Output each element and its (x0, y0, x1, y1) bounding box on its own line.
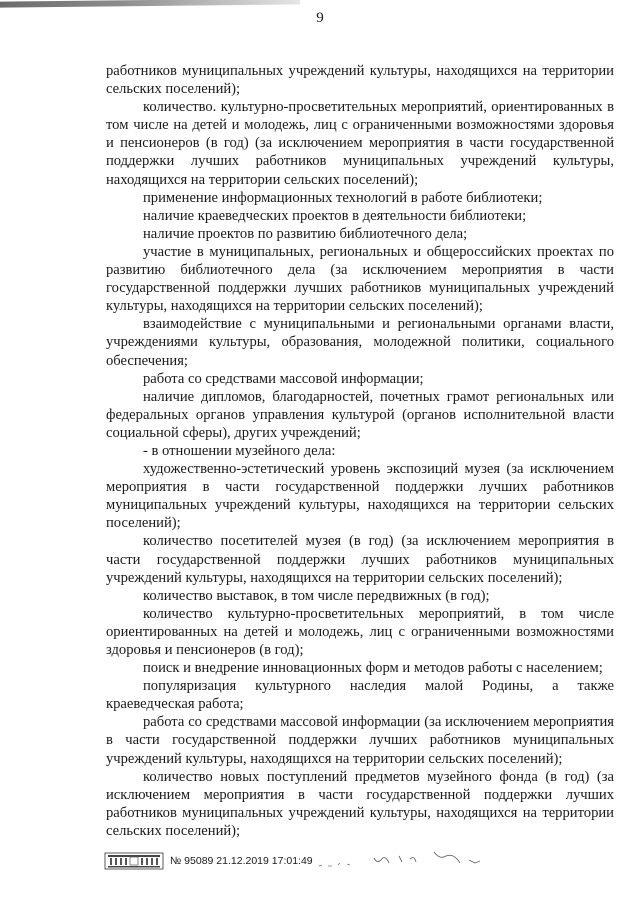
paragraph: количество новых поступлений предметов музейного фонда (в год) (за исключением мероприятия в части государственной поддержки лучших работников муниципальных учреждений культуры, находящихся на территории сельских поселений); (106, 768, 614, 839)
paragraph: работа со средствами массовой информации (за исключением мероприятия в части государственной поддержки лучших работников муниципальных учреждений культуры, находящихся на территории сельских поселений); (106, 714, 614, 767)
paragraph: художественно-эстетический уровень экспозиций музея (за исключением мероприятия в части государственной поддержки лучших работников муниципальных учреждений культуры, находящихся на территории сельских поселений); (106, 461, 614, 532)
paragraph: поиск и внедрение инновационных форм и методов работы с населением; (143, 660, 603, 677)
paragraph: наличие краеведческих проектов в деятельности библиотеки; (143, 207, 527, 224)
document-footer (104, 852, 524, 872)
government-building-icon (104, 852, 164, 870)
paragraph: наличие дипломов, благодарностей, почетных грамот региональных или федеральных органов управления культурой (органов исполнительной власти социальной сферы), других учреждений; (106, 388, 614, 441)
document-registration-stamp: № 95089 21.12.2019 17:01:49 (170, 855, 313, 867)
paragraph: работников муниципальных учреждений культуры, находящихся на территории сельских поселений); (106, 63, 614, 98)
paragraph: работа со средствами массовой информации; (143, 370, 424, 387)
paragraph: - в отношении музейного дела: (143, 442, 336, 459)
paragraph: применение информационных технологий в работе библиотеки; (143, 189, 543, 206)
signature-scribble (314, 844, 524, 874)
paragraph: участие в муниципальных, региональных и общероссийских проектах по развитию библиотечного дела (за исключением мероприятия в части государственной поддержки лучших работников муниципальных учреждений культуры, находящихся на территории сельских поселений); (106, 243, 614, 315)
paragraph: популяризация культурного наследия малой Родины, а также краеведческая работа; (106, 678, 614, 713)
document-body (106, 62, 614, 840)
paragraph: количество культурно-просветительных мероприятий, в том числе ориентированных на детей и молодежь, лиц с ограниченными возможностями здоровья и пенсионеров (в год); (106, 605, 614, 658)
paragraph: количество посетителей музея (в год) (за исключением мероприятия в части государственной поддержки лучших работников муниципальных учреждений культуры, находящихся на территории сельских поселений); (106, 533, 614, 586)
page-number: 9 (316, 10, 324, 26)
paragraph: взаимодействие с муниципальными и региональными органами власти, учреждениями культуры, образования, молодежной политики, социального обеспечения; (106, 316, 614, 369)
paragraph: наличие проектов по развитию библиотечного дела; (143, 225, 468, 242)
scan-edge-artifact (0, 0, 300, 8)
paragraph: количество. культурно-просветительных мероприятий, ориентированных в том числе на детей и молодежь, лиц с ограниченными возможностями здоровья и пенсионеров (в год) (за исключением мероприятия в части государственной поддержки лучших работников муниципальных учреждений культуры, находящихся на территории сельских поселений); (106, 99, 614, 188)
paragraph: количество выставок, в том числе передвижных (в год); (143, 587, 490, 604)
